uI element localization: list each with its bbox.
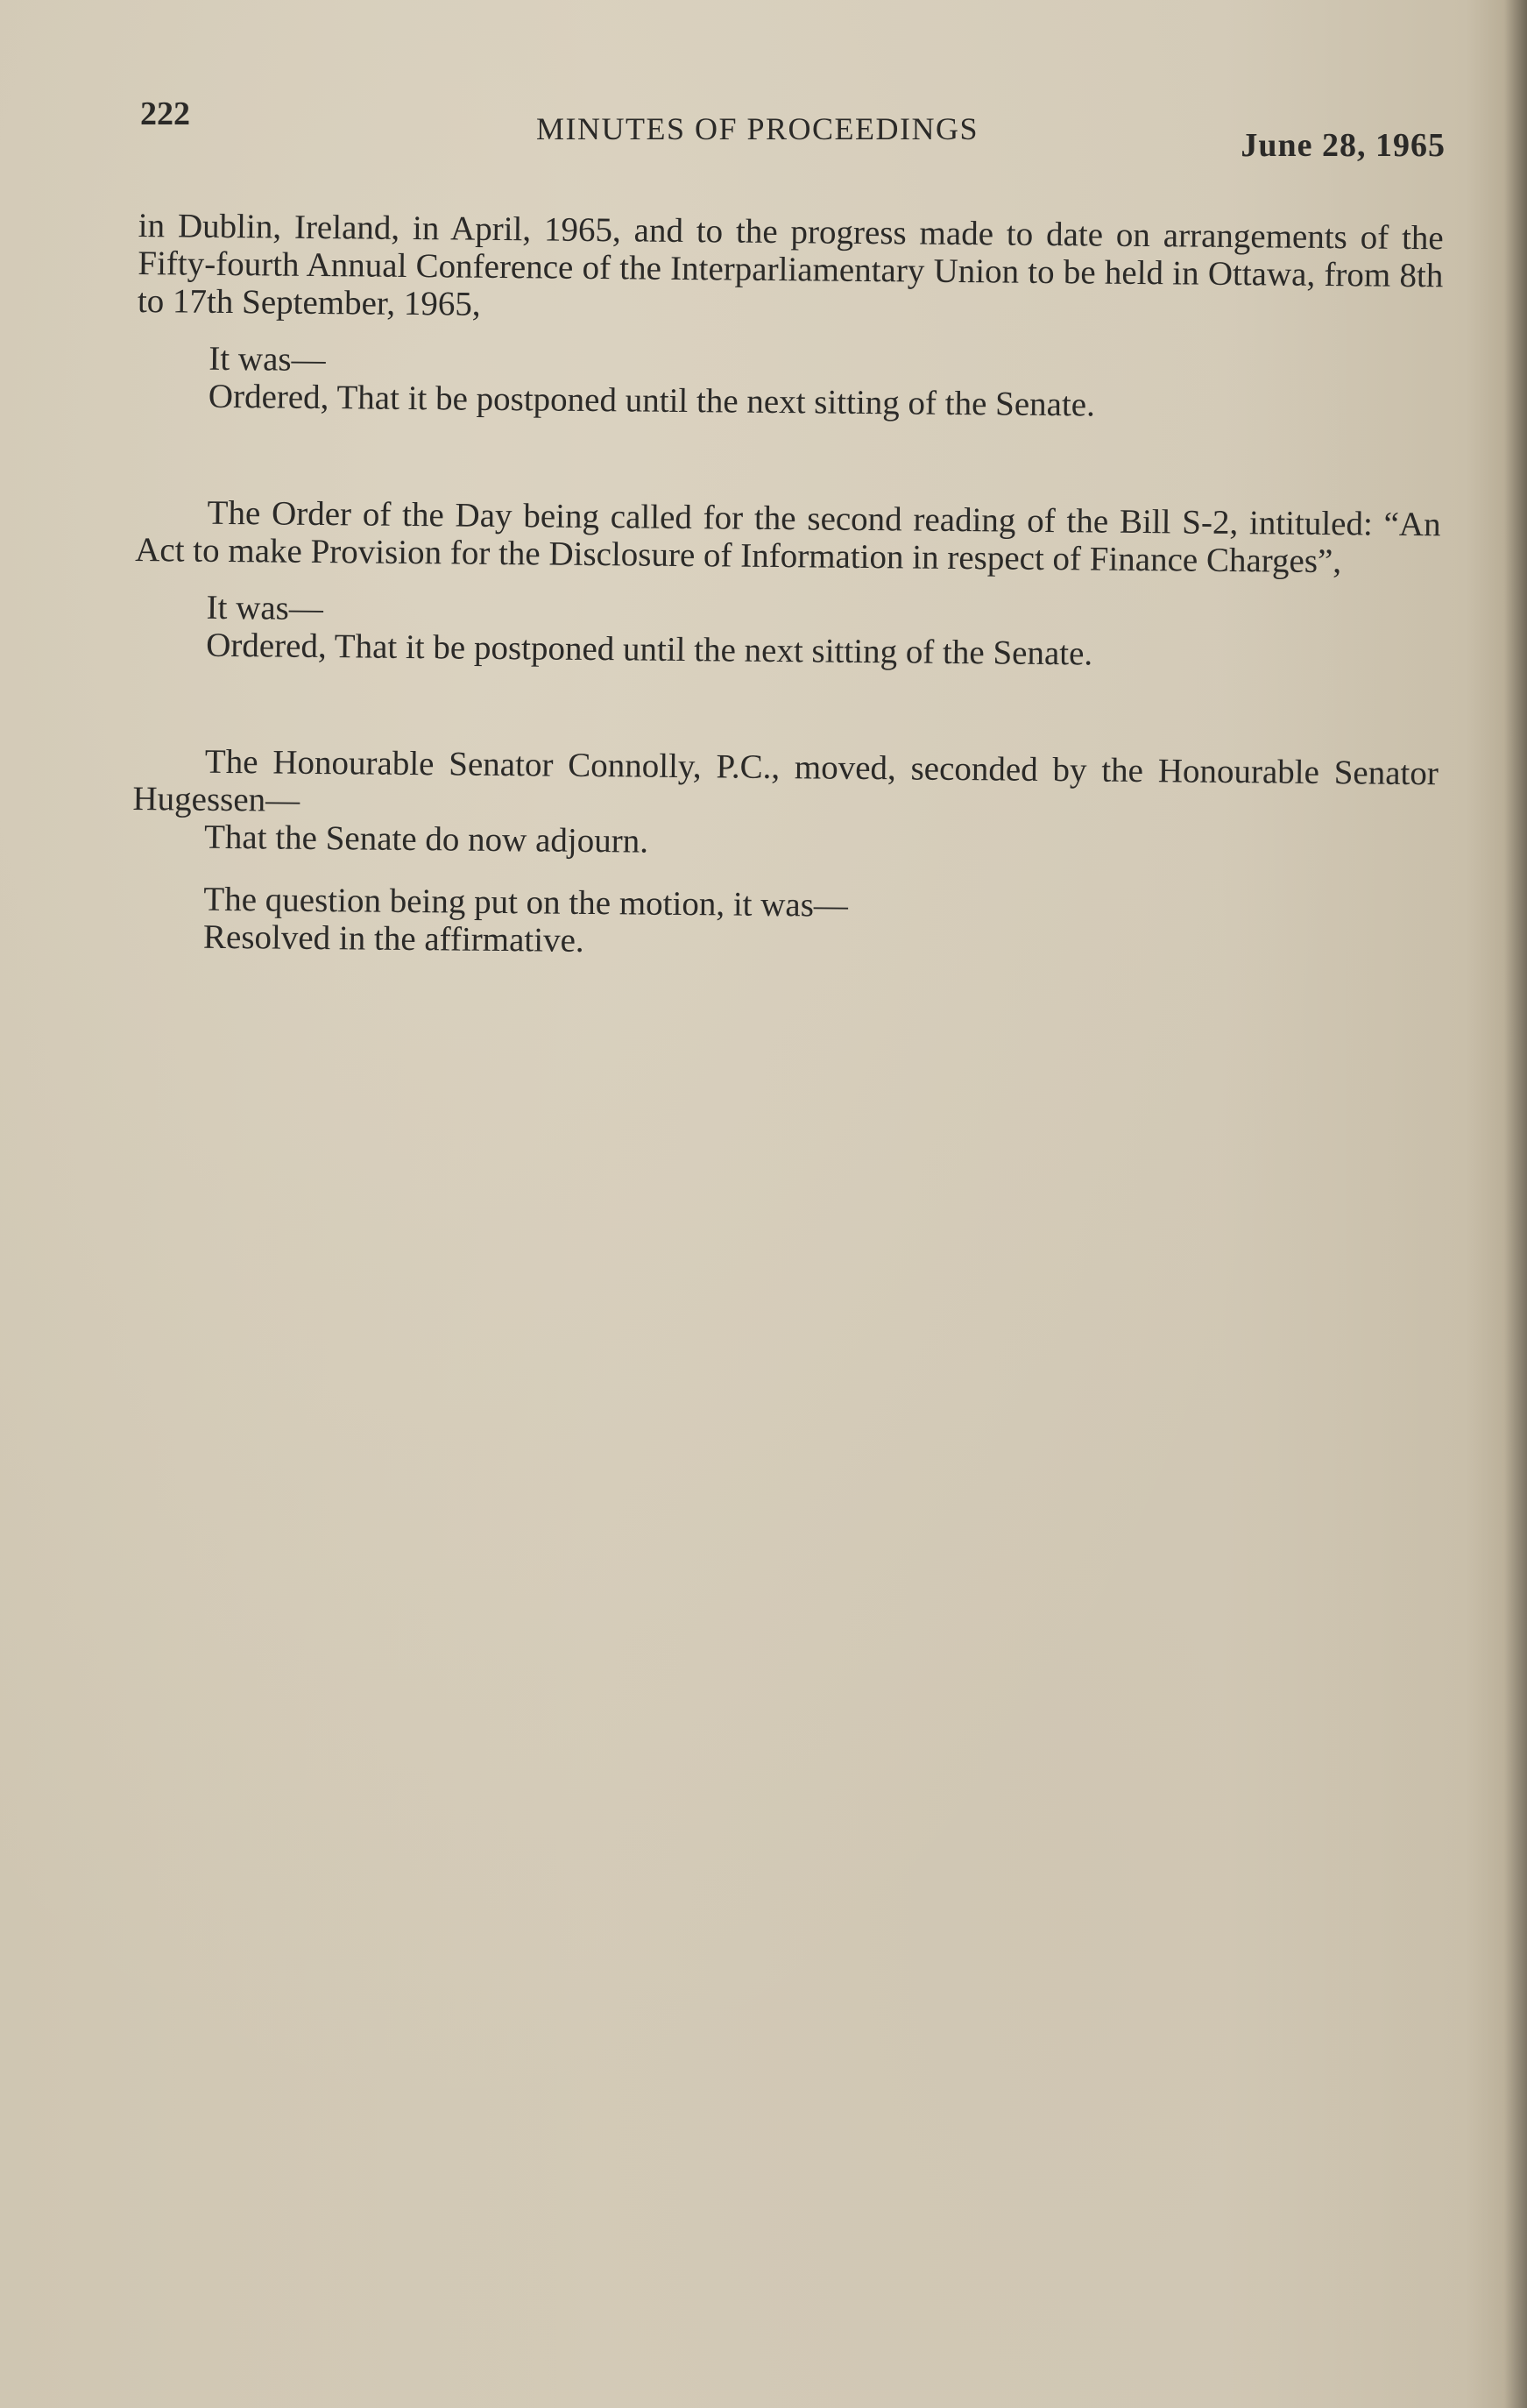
ordered-line: Ordered, That it be postponed until the next sitting of the Senate. (208, 377, 1096, 424)
it-was-line: It was— (209, 339, 326, 379)
question-line: The question being put on the motion, it was— (203, 880, 849, 924)
page-header (140, 95, 1446, 165)
it-was-line: It was— (206, 588, 324, 628)
document-body (131, 207, 1444, 967)
paragraph-continuation: in Dublin, Ireland, in April, 1965, and to the progress made to date on arrangements of the Fifty-fourth Annual Conference of the Interparliamentary Union to be held in Ottawa, from 8th to 17th September, 1965, (137, 207, 1444, 323)
ordered-line: Ordered, That it be postponed until the next sitting of the Senate. (205, 626, 1093, 673)
running-title: MINUTES OF PROCEEDINGS (536, 111, 979, 146)
paragraph-order-of-day: The Order of the Day being called for the second reading of the Bill S-2, intituled: “An Act to make Provision for the Disclosure of Information in respect of Finance Charges”, (135, 493, 1441, 581)
paragraph-motion: The Honourable Senator Connolly, P.C., moved, seconded by the Honourable Senator Hugessen— (132, 742, 1439, 819)
resolved-line: Resolved in the affirmative. (202, 917, 584, 960)
motion-text: That the Senate do now adjourn. (203, 818, 649, 861)
header-date: June 28, 1965 (1241, 127, 1446, 164)
page-number: 222 (140, 96, 190, 132)
